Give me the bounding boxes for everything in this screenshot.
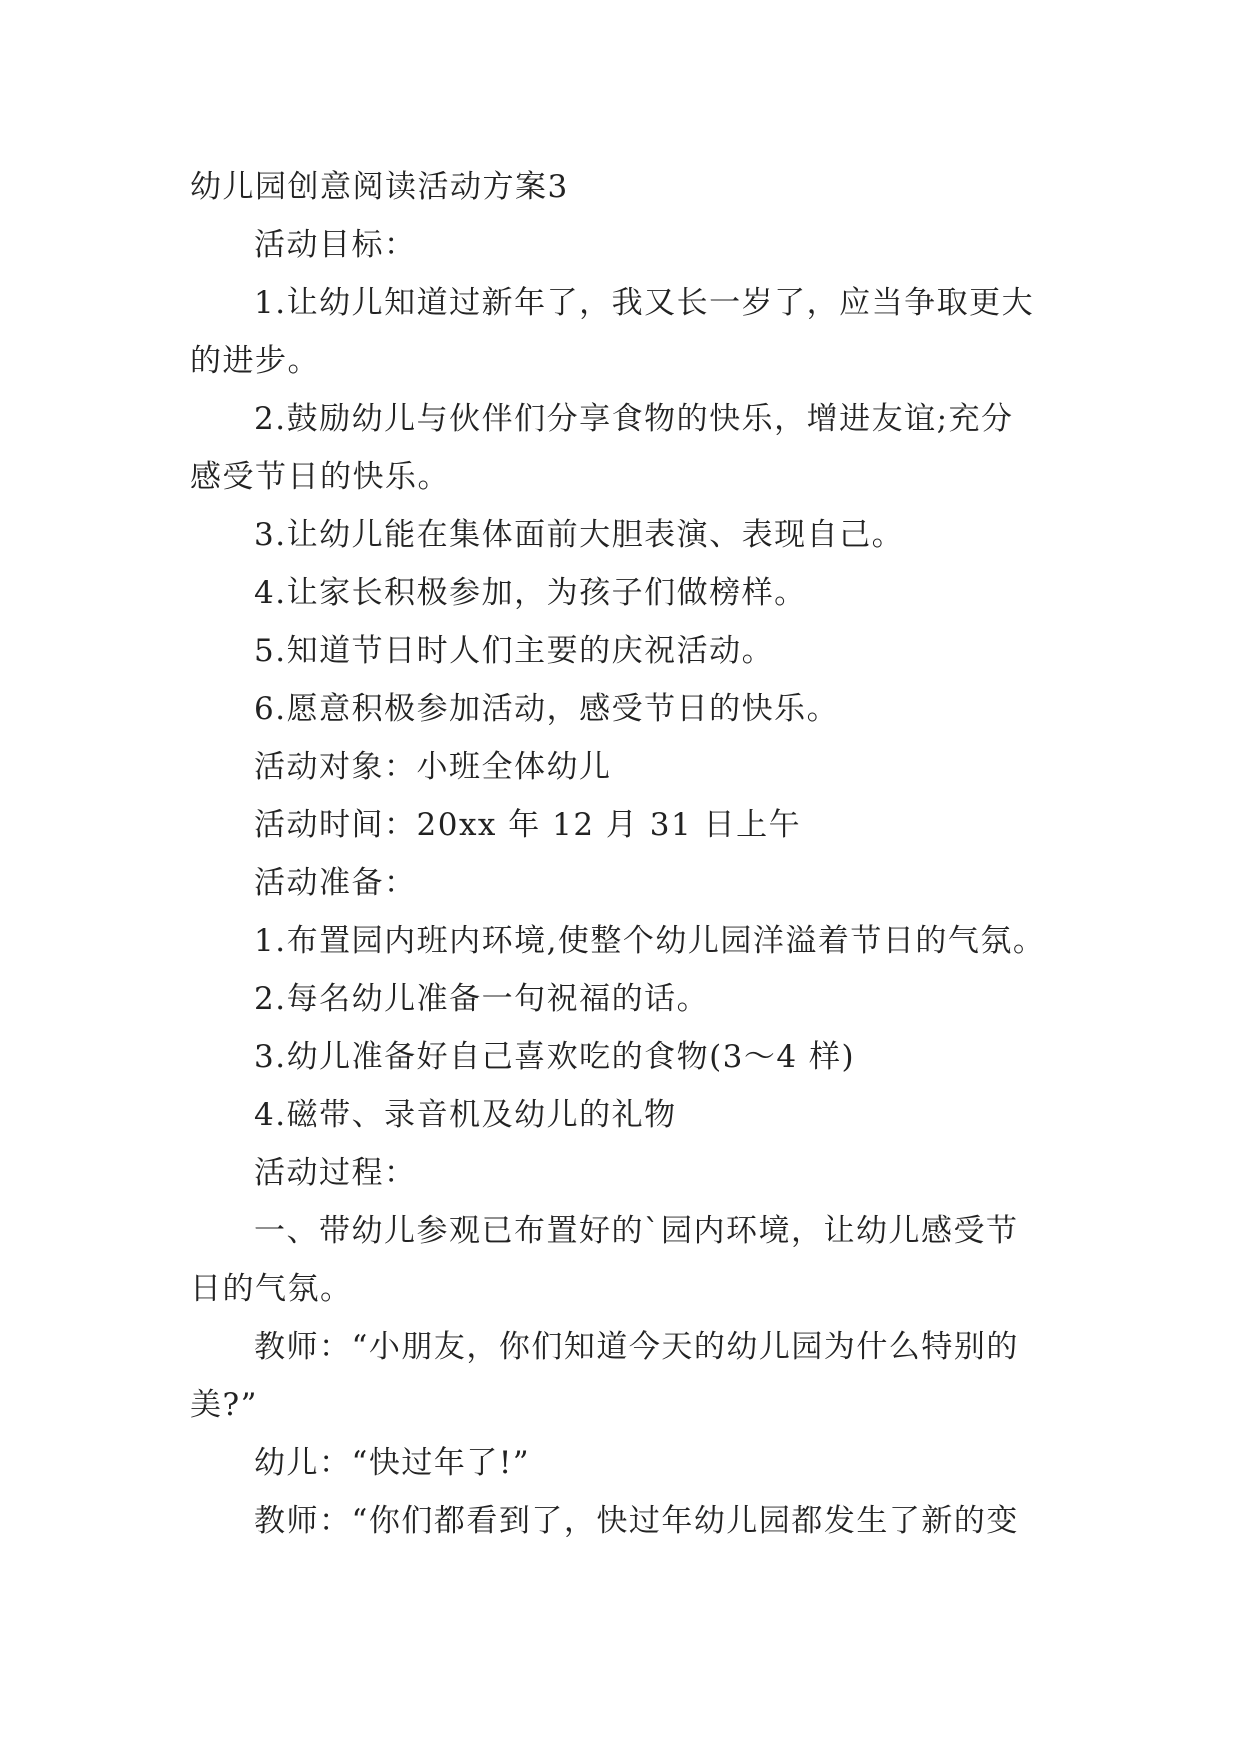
paragraph-line: 活动时间：20xx 年 12 月 31 日上午 <box>254 807 802 843</box>
paragraph-line: 3.幼儿准备好自己喜欢吃的食物(3～4 样) <box>254 1039 856 1075</box>
paragraph-line: 6.愿意积极参加活动，感受节日的快乐。 <box>254 691 840 727</box>
paragraph-line: 2.鼓励幼儿与伙伴们分享食物的快乐，增进友谊;充分 <box>254 401 1014 437</box>
paragraph-line: 教师：“小朋友，你们知道今天的幼儿园为什么特别的 <box>254 1329 1019 1365</box>
section-heading-preparation: 活动准备： <box>254 865 417 901</box>
section-heading-process: 活动过程： <box>254 1155 417 1191</box>
paragraph-line: 2.每名幼儿准备一句祝福的话。 <box>254 981 710 1017</box>
paragraph-line: 1.让幼儿知道过新年了，我又长一岁了，应当争取更大 <box>254 285 1035 321</box>
paragraph-line: 3.让幼儿能在集体面前大胆表演、表现自己。 <box>254 517 905 553</box>
paragraph-line: 日的气氛。 <box>190 1271 353 1307</box>
paragraph-line: 1.布置园内班内环境,使整个幼儿园洋溢着节日的气氛。 <box>254 923 1046 959</box>
paragraph-line: 一、带幼儿参观已布置好的`园内环境，让幼儿感受节 <box>254 1213 1019 1249</box>
paragraph-line: 5.知道节日时人们主要的庆祝活动。 <box>254 633 775 669</box>
paragraph-line: 感受节日的快乐。 <box>190 459 450 495</box>
paragraph-line: 美?” <box>190 1387 258 1423</box>
paragraph-line: 活动对象：小班全体幼儿 <box>254 749 612 785</box>
paragraph-line: 4.让家长积极参加，为孩子们做榜样。 <box>254 575 807 611</box>
document-title: 幼儿园创意阅读活动方案3 <box>190 169 569 205</box>
section-heading-goals: 活动目标： <box>254 227 417 263</box>
paragraph-line: 教师：“你们都看到了，快过年幼儿园都发生了新的变 <box>254 1503 1019 1539</box>
paragraph-line: 幼儿：“快过年了!” <box>254 1445 531 1481</box>
paragraph-line: 的进步。 <box>190 343 320 379</box>
paragraph-line: 4.磁带、录音机及幼儿的礼物 <box>254 1097 677 1133</box>
